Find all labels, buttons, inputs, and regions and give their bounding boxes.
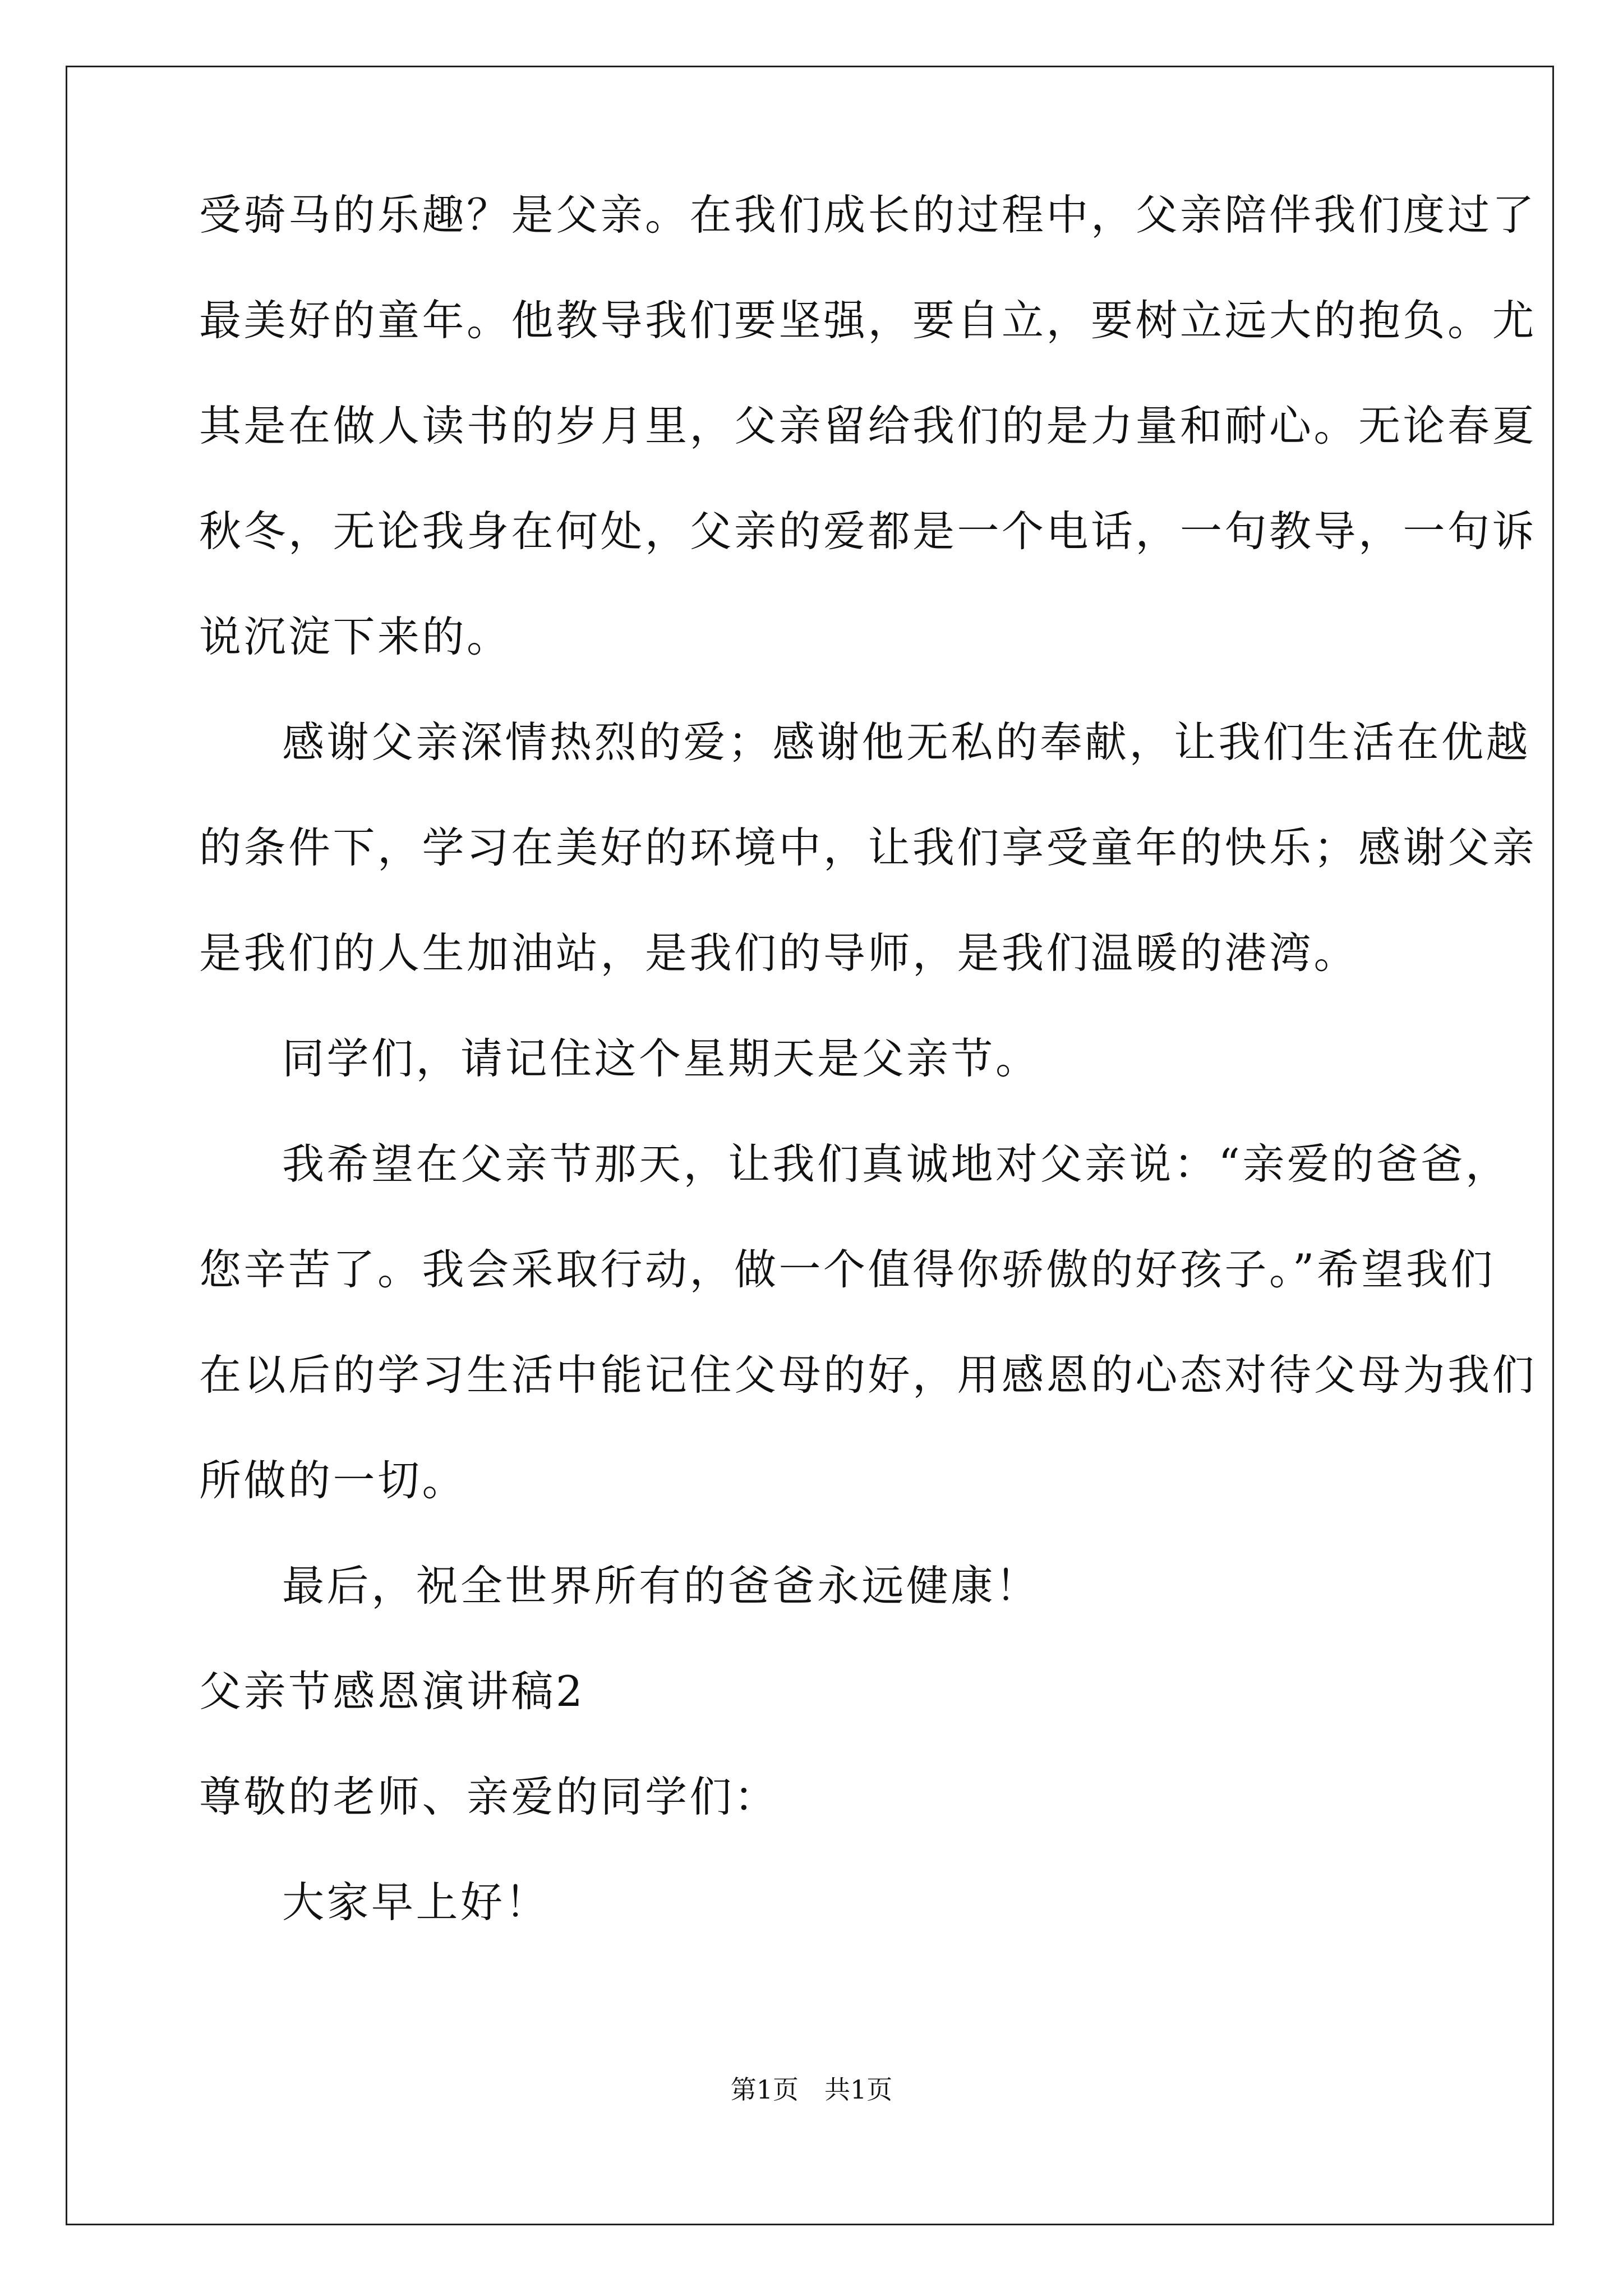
body-line-2: 最美好的童年。他教导我们要坚强，要自立，要树立远大的抱负。尤 — [199, 296, 1537, 345]
page-number-footer: 第1页 共1页 — [730, 2074, 893, 2105]
greeting: 大家早上好！ — [282, 1878, 550, 1927]
body-line-11: 您辛苦了。我会采取行动，做一个值得你骄傲的好孩子。”希望我们 — [199, 1245, 1495, 1294]
body-line-10: 我希望在父亲节那天，让我们真诚地对父亲说：“亲爱的爸爸， — [282, 1139, 1510, 1189]
body-line-12: 在以后的学习生活中能记住父母的好，用感恩的心态对待父母为我们 — [199, 1350, 1537, 1400]
body-line-6: 感谢父亲深情热烈的爱；感谢他无私的奉献，让我们生活在优越 — [282, 717, 1531, 767]
body-line-1: 受骑马的乐趣？是父亲。在我们成长的过程中，父亲陪伴我们度过了 — [199, 190, 1537, 240]
body-line-4: 秋冬，无论我身在何处，父亲的爱都是一个电话，一句教导，一句诉 — [199, 507, 1537, 556]
body-line-3: 其是在做人读书的岁月里，父亲留给我们的是力量和耐心。无论春夏 — [199, 401, 1537, 450]
body-line-14: 最后，祝全世界所有的爸爸永远健康！ — [282, 1561, 1040, 1611]
body-line-7: 的条件下，学习在美好的环境中，让我们享受童年的快乐；感谢父亲 — [199, 823, 1537, 872]
body-line-9: 同学们，请记住这个星期天是父亲节。 — [282, 1034, 1040, 1083]
section-heading: 父亲节感恩演讲稿2 — [199, 1667, 585, 1716]
body-line-13: 所做的一切。 — [199, 1456, 467, 1505]
salutation: 尊敬的老师、亲爱的同学们： — [199, 1772, 779, 1821]
body-line-5: 说沉淀下来的。 — [199, 612, 511, 661]
body-line-8: 是我们的人生加油站，是我们的导师，是我们温暖的港湾。 — [199, 928, 1359, 978]
